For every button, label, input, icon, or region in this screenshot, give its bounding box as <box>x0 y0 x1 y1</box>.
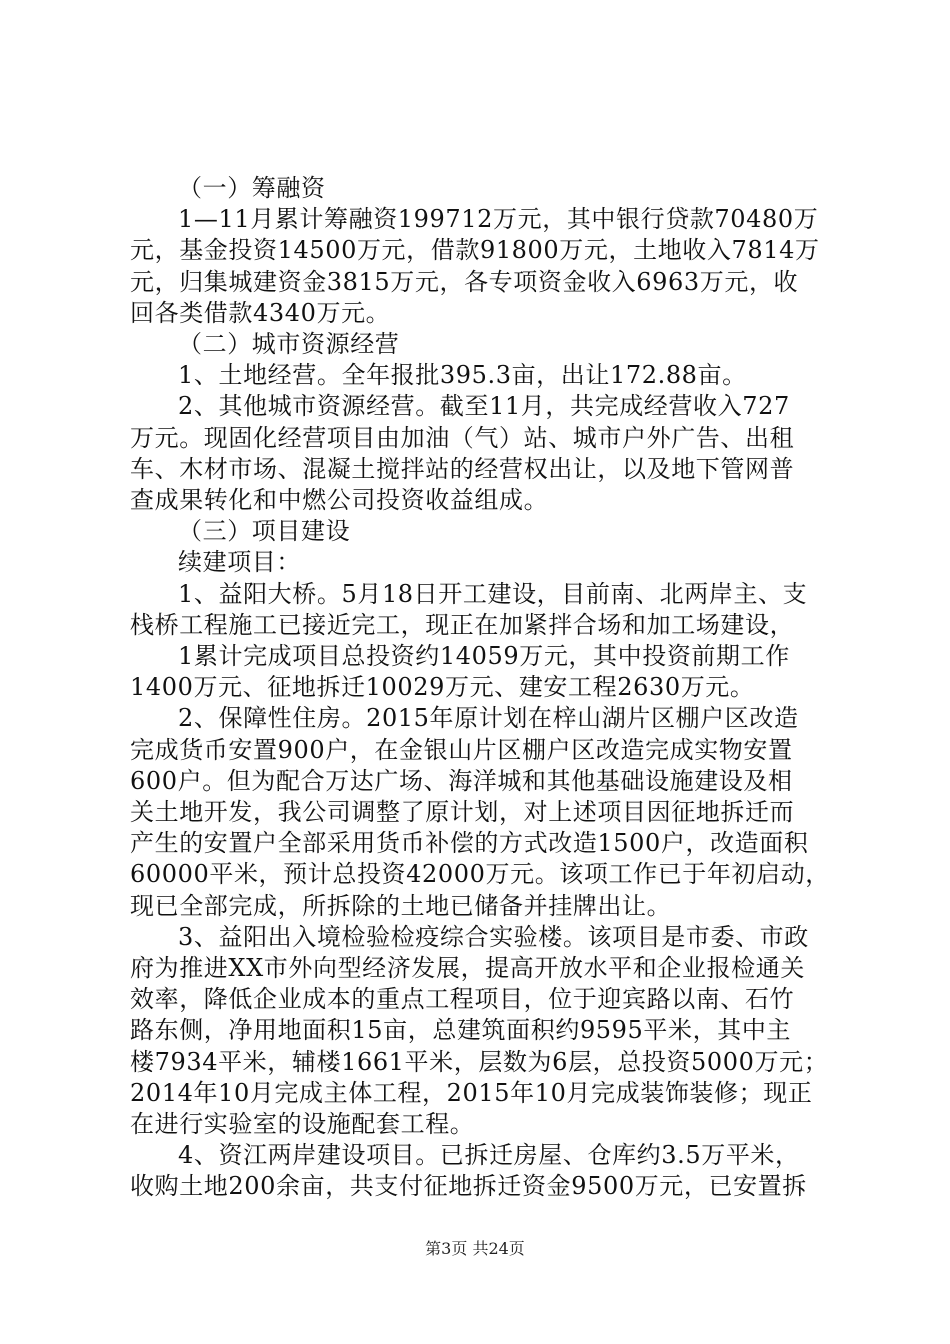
paragraph-line: 1—11月累计筹融资199712万元，其中银行贷款70480万 <box>178 205 819 234</box>
paragraph-line: 现已全部完成，所拆除的土地已储备并挂牌出让。 <box>130 891 672 920</box>
paragraph-line: 1、益阳大桥。5月18日开工建设，目前南、北两岸主、支 <box>178 579 808 608</box>
paragraph-line: 3、益阳出入境检验检疫综合实验楼。该项目是市委、市政 <box>178 922 809 951</box>
paragraph-line: 查成果转化和中燃公司投资收益组成。 <box>130 486 549 514</box>
paragraph-line: 万元。现固化经营项目由加油（气）站、城市户外广告、出租 <box>130 423 795 452</box>
paragraph-line: 完成货币安置900户，在金银山片区棚户区改造完成实物安置 <box>130 735 793 764</box>
paragraph-line: 车、木材市场、混凝土搅拌站的经营权出让，以及地下管网普 <box>130 454 795 483</box>
paragraph-line: 4、资江两岸建设项目。已拆迁房屋、仓库约3.5万平米， <box>178 1141 800 1170</box>
paragraph-line: 在进行实验室的设施配套工程。 <box>130 1110 475 1138</box>
paragraph-line: 600户。但为配合万达广场、海洋城和其他基础设施建设及相 <box>130 766 793 795</box>
heading-city-resources: （二）城市资源经营 <box>178 330 400 358</box>
paragraph-line: 1累计完成项目总投资约14059万元，其中投资前期工作 <box>178 642 790 670</box>
paragraph-line: 2、其他城市资源经营。截至11月，共完成经营收入727 <box>178 392 790 421</box>
paragraph-line: 栈桥工程施工已接近完工，现正在加紧拌合场和加工场建设， <box>130 610 795 639</box>
paragraph-line: 元，基金投资14500万元，借款91800万元，土地收入7814万 <box>130 236 820 265</box>
paragraph-line: 效率，降低企业成本的重点工程项目，位于迎宾路以南、石竹 <box>130 985 795 1014</box>
paragraph-line: 回各类借款4340万元。 <box>130 298 391 327</box>
heading-project-construction: （三）项目建设 <box>178 517 351 546</box>
page-number-footer: 第3页 共24页 <box>425 1239 525 1258</box>
paragraph-line: 2014年10月完成主体工程，2015年10月完成装饰装修；现正 <box>130 1078 813 1107</box>
paragraph-line: 楼7934平米，辅楼1661平米，层数为6层，总投资5000万元； <box>130 1047 829 1076</box>
paragraph-line: 关土地开发，我公司调整了原计划，对上述项目因征地拆迁而 <box>130 798 795 826</box>
paragraph-line: 元，归集城建资金3815万元，各专项资金收入6963万元，收 <box>130 267 799 296</box>
paragraph-line: 产生的安置户全部采用货币补偿的方式改造1500户，改造面积 <box>130 829 809 858</box>
paragraph-line: 收购土地200余亩，共支付征地拆迁资金9500万元，已安置拆 <box>130 1172 807 1201</box>
paragraph-line: 60000平米，预计总投资42000万元。该项工作已于年初启动， <box>130 860 830 889</box>
heading-financing: （一）筹融资 <box>178 174 326 202</box>
paragraph-line: 路东侧，净用地面积15亩，总建筑面积约9595平米，其中主 <box>130 1016 792 1045</box>
paragraph-line: 1、土地经营。全年报批395.3亩，出让172.88亩。 <box>178 361 747 390</box>
paragraph-line: 1400万元、征地拆迁10029万元、建安工程2630万元。 <box>130 673 755 702</box>
subheading-continued-projects: 续建项目： <box>178 548 301 577</box>
paragraph-line: 2、保障性住房。2015年原计划在梓山湖片区棚户区改造 <box>178 704 799 733</box>
paragraph-line: 府为推进XX市外向型经济发展，提高开放水平和企业报检通关 <box>130 954 805 982</box>
